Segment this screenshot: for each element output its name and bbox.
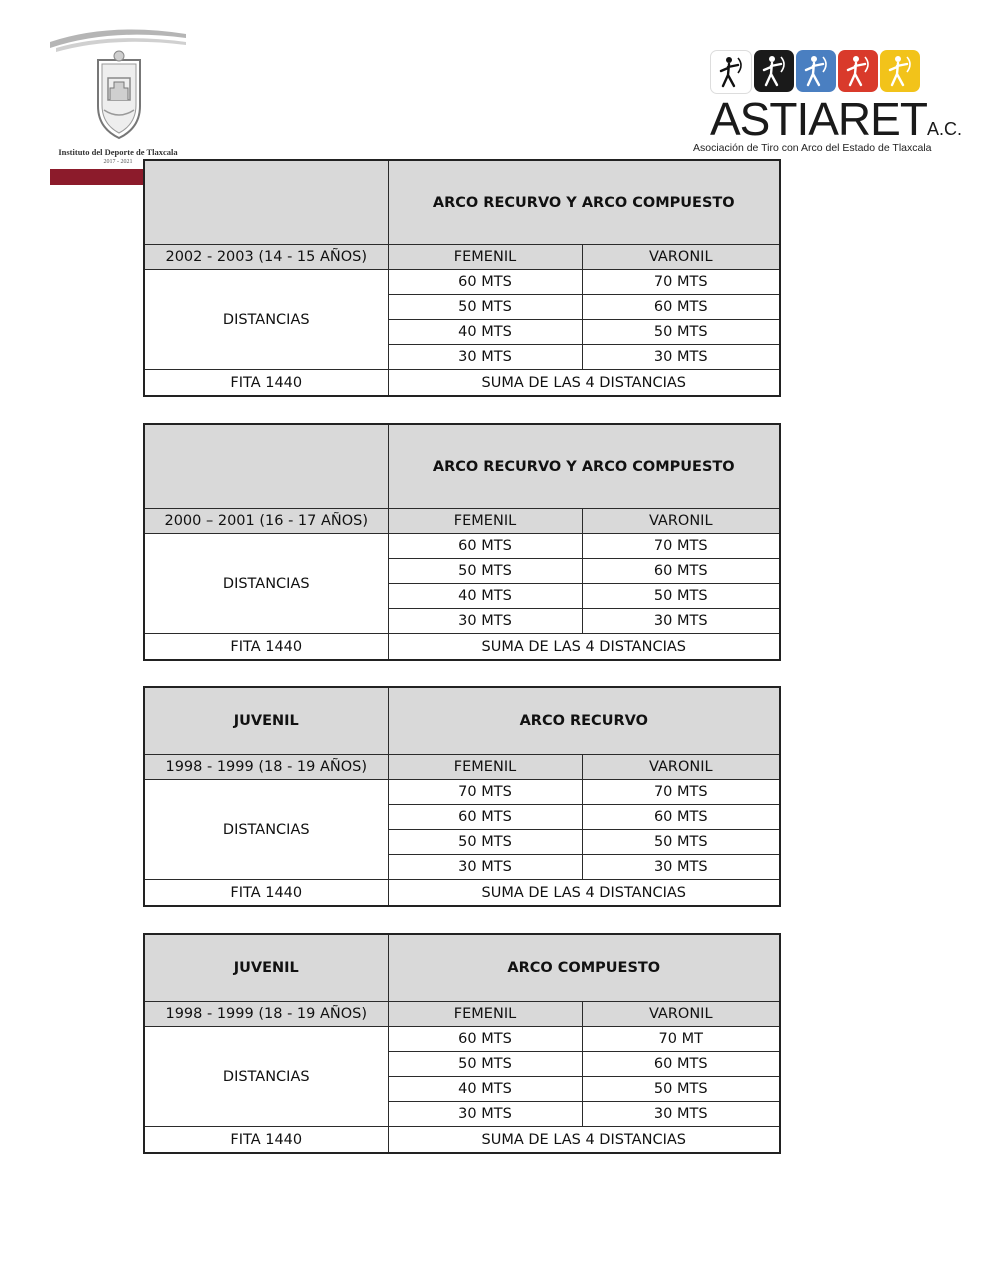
- archer-tiles: [710, 50, 920, 94]
- male-distance: 30 MTS: [582, 345, 780, 370]
- age-range-cell: 2002 - 2003 (14 - 15 AÑOS): [144, 245, 388, 270]
- female-distance: 60 MTS: [388, 1027, 582, 1052]
- male-distance: 70 MT: [582, 1027, 780, 1052]
- association-logo: [690, 50, 962, 160]
- female-distance: 40 MTS: [388, 320, 582, 345]
- table-row: [144, 270, 780, 295]
- brand-suffix: A.C.: [926, 119, 962, 139]
- category-table-3: [143, 686, 781, 907]
- table-row: [144, 1027, 780, 1052]
- table-header-row: [144, 687, 780, 755]
- category-cell: JUVENIL: [144, 687, 388, 755]
- round-name: FITA 1440: [144, 370, 388, 397]
- male-distance: 60 MTS: [582, 559, 780, 584]
- male-distance: 70 MTS: [582, 780, 780, 805]
- female-distance: 40 MTS: [388, 1077, 582, 1102]
- bow-type-cell: ARCO COMPUESTO: [388, 934, 780, 1002]
- female-distance: 30 MTS: [388, 609, 582, 634]
- bow-type-cell: ARCO RECURVO: [388, 687, 780, 755]
- male-distance: 70 MTS: [582, 270, 780, 295]
- round-name: FITA 1440: [144, 880, 388, 907]
- archer-icon: [796, 50, 836, 92]
- archer-icon: [710, 50, 752, 94]
- age-range-cell: 1998 - 1999 (18 - 19 AÑOS): [144, 1002, 388, 1027]
- round-description: SUMA DE LAS 4 DISTANCIAS: [388, 1127, 780, 1154]
- round-description: SUMA DE LAS 4 DISTANCIAS: [388, 880, 780, 907]
- male-header: VARONIL: [582, 509, 780, 534]
- age-row: [144, 509, 780, 534]
- institute-years: 2017 - 2021: [103, 159, 133, 165]
- male-distance: 50 MTS: [582, 830, 780, 855]
- male-distance: 60 MTS: [582, 295, 780, 320]
- age-row: [144, 245, 780, 270]
- table-header-row: [144, 424, 780, 509]
- round-row: [144, 880, 780, 907]
- female-distance: 50 MTS: [388, 830, 582, 855]
- male-distance: 30 MTS: [582, 1102, 780, 1127]
- female-distance: 60 MTS: [388, 534, 582, 559]
- female-distance: 50 MTS: [388, 295, 582, 320]
- male-distance: 60 MTS: [582, 805, 780, 830]
- bow-type-cell: ARCO RECURVO Y ARCO COMPUESTO: [388, 424, 780, 509]
- association-full-name: Asociación de Tiro con Arco del Estado de Tlaxcala: [693, 142, 932, 154]
- age-row: [144, 1002, 780, 1027]
- round-row: [144, 1127, 780, 1154]
- female-distance: 30 MTS: [388, 855, 582, 880]
- table-header-row: [144, 160, 780, 245]
- male-distance: 60 MTS: [582, 1052, 780, 1077]
- female-header: FEMENIL: [388, 755, 582, 780]
- male-header: VARONIL: [582, 1002, 780, 1027]
- table-row: [144, 534, 780, 559]
- institute-logo: [50, 26, 186, 165]
- male-distance: 50 MTS: [582, 1077, 780, 1102]
- male-header: VARONIL: [582, 755, 780, 780]
- archer-icon: [880, 50, 920, 92]
- male-distance: 50 MTS: [582, 584, 780, 609]
- female-distance: 60 MTS: [388, 270, 582, 295]
- male-distance: 30 MTS: [582, 609, 780, 634]
- coat-of-arms-icon: [90, 48, 148, 142]
- female-distance: 40 MTS: [388, 584, 582, 609]
- table-header-row: [144, 934, 780, 1002]
- category-cell: JUVENIL: [144, 934, 388, 1002]
- distances-label: DISTANCIAS: [144, 780, 388, 880]
- female-distance: 30 MTS: [388, 345, 582, 370]
- female-distance: 50 MTS: [388, 559, 582, 584]
- round-row: [144, 634, 780, 661]
- category-cell: [144, 160, 388, 245]
- category-cell: [144, 424, 388, 509]
- distances-label: DISTANCIAS: [144, 1027, 388, 1127]
- female-distance: 60 MTS: [388, 805, 582, 830]
- male-header: VARONIL: [582, 245, 780, 270]
- age-row: [144, 755, 780, 780]
- distances-label: DISTANCIAS: [144, 534, 388, 634]
- age-range-cell: 1998 - 1999 (18 - 19 AÑOS): [144, 755, 388, 780]
- round-description: SUMA DE LAS 4 DISTANCIAS: [388, 370, 780, 397]
- category-table-1: [143, 159, 781, 397]
- female-distance: 70 MTS: [388, 780, 582, 805]
- archer-icon: [838, 50, 878, 92]
- round-description: SUMA DE LAS 4 DISTANCIAS: [388, 634, 780, 661]
- round-row: [144, 370, 780, 397]
- bow-type-cell: ARCO RECURVO Y ARCO COMPUESTO: [388, 160, 780, 245]
- male-distance: 70 MTS: [582, 534, 780, 559]
- female-distance: 50 MTS: [388, 1052, 582, 1077]
- male-distance: 30 MTS: [582, 855, 780, 880]
- category-table-4: [143, 933, 781, 1154]
- female-header: FEMENIL: [388, 245, 582, 270]
- archer-icon: [754, 50, 794, 92]
- age-range-cell: 2000 – 2001 (16 - 17 AÑOS): [144, 509, 388, 534]
- institute-name: Instituto del Deporte de Tlaxcala: [58, 147, 178, 157]
- male-distance: 50 MTS: [582, 320, 780, 345]
- female-header: FEMENIL: [388, 1002, 582, 1027]
- round-name: FITA 1440: [144, 1127, 388, 1154]
- round-name: FITA 1440: [144, 634, 388, 661]
- category-table-2: [143, 423, 781, 661]
- distances-label: DISTANCIAS: [144, 270, 388, 370]
- female-distance: 30 MTS: [388, 1102, 582, 1127]
- brand-name: ASTIARET: [710, 93, 927, 145]
- female-header: FEMENIL: [388, 509, 582, 534]
- table-row: [144, 780, 780, 805]
